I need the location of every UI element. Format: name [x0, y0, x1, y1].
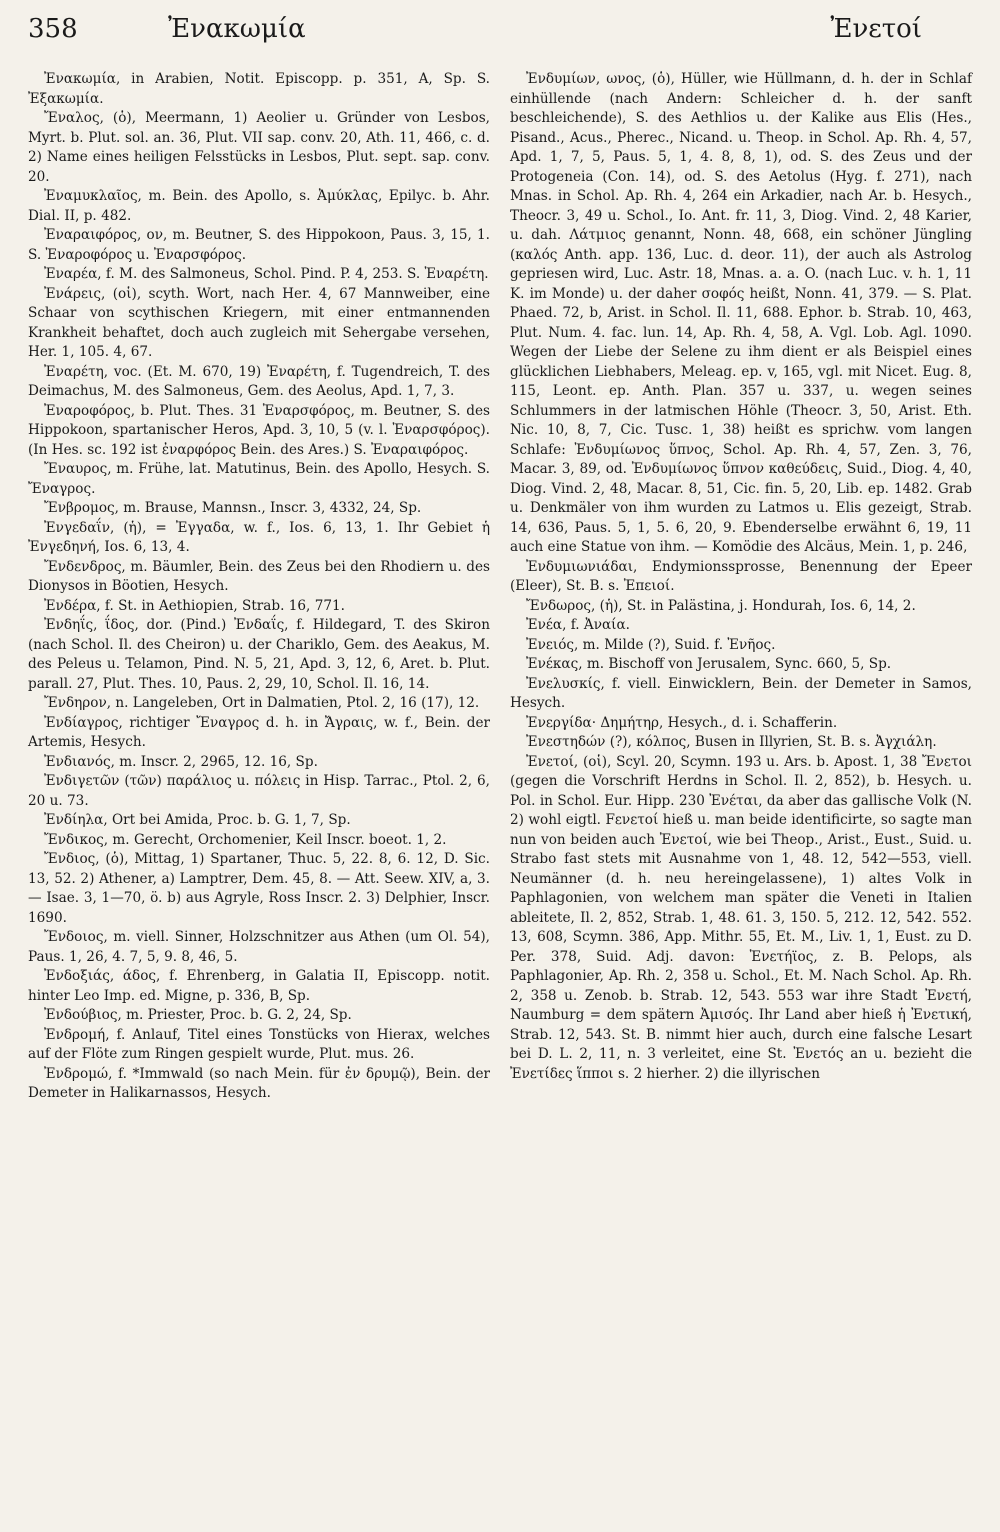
left-column — [28, 70, 490, 1104]
page-header — [28, 14, 972, 60]
dictionary-entry: Ἔνδωρος, (ἡ), St. in Palästina, j. Hondurah, Ios. 6, 14, 2. — [526, 597, 916, 614]
dictionary-entry: Ἔνδοιος, m. viell. Sinner, Holzschnitzer aus Athen (um Ol. 54), Paus. 1, 26, 4. 7, 5, 9. 8, 46, 5. — [28, 929, 490, 965]
dictionary-entry: Ἐνδυμιωνιάδαι, Endymionssprosse, Benennung der Epeer (Eleer), St. B. s. Ἐπειοί. — [510, 558, 972, 594]
dictionary-entry: Ἐναραιφόρος, ον, m. Beutner, S. des Hippokoon, Paus. 3, 15, 1. S. Ἐναροφόρος u. Ἐναρσφόρος. — [28, 227, 490, 263]
dictionary-entry: Ἐνδοξιάς, άδος, f. Ehrenberg, in Galatia II, Episcopp. notit. hinter Leo Imp. ed. Migne, p. 336, B, Sp. — [28, 968, 490, 1004]
dictionary-entry: Ἐνέκας, m. Bischoff von Jerusalem, Sync. 660, 5, Sp. — [526, 656, 892, 672]
dictionary-entry: Ἔνδιος, (ὁ), Mittag, 1) Spartaner, Thuc. 5, 22. 8, 6. 12, D. Sic. 13, 52. 2) Athener, a) Lamptrer, Dem. 45, 8. — Att. Seew. XIV, a, 3. — Isae. 3, 1—70, ö. b) aus Agryle, Ross Inscr. 2. 3) Delphier, Inscr. 1690. — [28, 851, 490, 926]
dictionary-entry: Ἔνδικος, m. Gerecht, Orchomenier, Keil Inscr. boeot. 1, 2. — [44, 831, 447, 848]
dictionary-entry: Ἐνάρεις, (οἱ), scyth. Wort, nach Her. 4, 67 Mannweiber, eine Schaar von scythischen Kriegern, mit einer entmannenden Krankheit behaftet, doch auch zugleich mit Sehergabe versehen, Her. 1, 105. 4, 67. — [28, 285, 490, 360]
dictionary-entry: Ἐνδέρα, f. St. in Aethiopien, Strab. 16, 771. — [44, 597, 345, 614]
dictionary-entry: Ἐνελυσκίς, f. viell. Einwicklern, Bein. der Demeter in Samos, Hesych. — [510, 675, 972, 711]
page-number: 358 — [28, 14, 78, 44]
dictionary-entry: Ἐνδρομή, f. Anlauf, Titel eines Tonstücks von Hierax, welches auf der Flöte zum Ringen gespielt wurde, Plut. mus. 26. — [28, 1026, 490, 1062]
dictionary-entry: Ἐνδίηλα, Ort bei Amida, Proc. b. G. 1, 7, Sp. — [44, 812, 351, 828]
dictionary-entry: Ἐναρέα, f. M. des Salmoneus, Schol. Pind. P. 4, 253. S. Ἐναρέτη. — [44, 266, 489, 282]
dictionary-entry: Ἔνδηρον, n. Langeleben, Ort in Dalmatien, Ptol. 2, 16 (17), 12. — [44, 695, 480, 711]
dictionary-entry: Ἔναυρος, m. Frühe, lat. Matutinus, Bein. des Apollo, Hesych. S. Ἔναγρος. — [28, 461, 490, 497]
dictionary-entry: Ἐνγεδαΐν, (ἡ), = Ἐγγαδα, w. f., Ios. 6, 13, 1. Ihr Gebiet ἡ Ἐνγεδηνή, Ios. 6, 13, 4. — [28, 519, 490, 555]
columns — [28, 70, 972, 1104]
dictionary-entry: Ἔνβρομος, m. Brause, Mannsn., Inscr. 3, 4332, 24, Sp. — [44, 500, 422, 516]
dictionary-entry: Ἐνειός, m. Milde (?), Suid. f. Ἐνῆος. — [526, 636, 776, 653]
dictionary-entry: Ἐνέα, f. Ἀναία. — [526, 617, 631, 633]
dictionary-entry: Ἐνδηΐς, ΐδος, dor. (Pind.) Ἐνδαΐς, f. Hildegard, T. des Skiron (nach Schol. Il. des Cheiron) u. der Chariklo, Gem. des Aeakus, M. des Peleus u. Telamon, Pind. N. 5, 21, Apd. 3, 12, 6, Aret. b. Plut. parall. 27, Plut. Thes. 10, Paus. 2, 29, 10, Schol. Il. 16, 14. — [28, 617, 490, 692]
dictionary-entry: Ἐνεργίδα· Δημήτηρ, Hesych., d. i. Schafferin. — [526, 714, 838, 731]
dictionary-entry: Ἐνδίαγρος, richtiger Ἔναγρος d. h. in Ἄγραις, w. f., Bein. der Artemis, Hesych. — [28, 714, 490, 750]
dictionary-entry: Ἐνετοί, (οἱ), Scyl. 20, Scymn. 193 u. Ars. b. Apost. 1, 38 Ἔνετοι (gegen die Vorschrift Herdns in Schol. Il. 2, 852), b. Hesych. u. Pol. in Schol. Eur. Hipp. 230 Ἐνέται, da aber das gallische Volk (N. 2) wohl eigtl. Fενετοί hieß u. man beide identificirte, so sagte man nun von beiden auch Ἐνετοί, wie bei Theop., Arist., Eust., Suid. u. Strabo fast stets mit Ausnahme von 1, 48. 12, 542—553, viell. Neumänner (d. h. neu hereingelassene), 1) altes Volk in Paphlagonien, von welchem man später die Veneti in Italien ableitete, Il. 2, 852, Strab. 1, 48. 61. 3, 150. 5, 212. 12, 542. 552. 13, 608, Scymn. 386, App. Mithr. 55, Et. M., Liv. 1, 1, Eust. zu D. Per. 378, Suid. Adj. davon: Ἐνετήϊος, z. B. Pelops, als Paphlagonier, Ap. Rh. 2, 358 u. Schol., Et. M. Nach Schol. Ap. Rh. 2, 358 u. Zenob. b. Strab. 12, 543. 553 war ihre Stadt Ἐνετή, Naumburg = dem spätern Ἀμισός. Ihr Land aber hieß ἡ Ἐνετική, Strab. 12, 543. St. B. nimmt hier auch, durch eine falsche Lesart bei D. L. 2, 11, n. 3 verleitet, eine St. Ἐνετός an u. bezieht die Ἐνετίδες ἵπποι s. 2 hierher. 2) die illyrischen — [510, 753, 972, 1082]
dictionary-entry: Ἔναλος, (ὁ), Meermann, 1) Aeolier u. Gründer von Lesbos, Myrt. b. Plut. sol. an. 36, Plut. VII sap. conv. 20, Ath. 11, 466, c. d. 2) Name eines heiligen Felsstücks in Lesbos, Plut. sept. sap. conv. 20. — [28, 110, 490, 185]
right-column — [510, 70, 972, 1104]
dictionary-entry: Ἐνδούβιος, m. Priester, Proc. b. G. 2, 24, Sp. — [44, 1007, 352, 1023]
dictionary-entry: Ἐνδιανός, m. Inscr. 2, 2965, 12. 16, Sp. — [44, 753, 318, 770]
dictionary-entry: Ἐνδυμίων, ωνος, (ὁ), Hüller, wie Hüllmann, d. h. der in Schlaf einhüllende (nach Andern: Schleicher d. h. der sanft beschleichende), S. des Aethlios u. der Kalike aus Elis (Hes., Pisand., Acus., Pherec., Nicand. u. Theop. in Schol. Ap. Rh. 4, 57, Apd. 1, 7, 5, Paus. 5, 1, 4. 8, 8, 1), od. S. des Zeus und der Protogeneia (Con. 14), od. S. des Aetolus (Hyg. f. 271), nach Mnas. in Schol. Ap. Rh. 4, 264 ein Arkadier, nach Ar. b. Hesych., Theocr. 3, 49 u. Schol., Io. Ant. fr. 11, 3, Diog. Vind. 2, 48 Karier, u. dah. Λάτμιος genannt, Nonn. 48, 668, ein schöner Jüngling (καλός Anth. app. 136, Luc. d. deor. 11), der auch als Astrolog gepriesen wird, Luc. Astr. 18, Mnas. a. a. O. (nach Luc. v. h. 1, 11 K. im Monde) u. der daher σοφός heißt, Nonn. 41, 379. — S. Plat. Phaed. 72, b, Arist. in Schol. Il. 11, 688. Ephor. b. Strab. 10, 463, Plut. Num. 4. fac. lun. 14, Ap. Rh. 4, 58, A. Vgl. Lob. Agl. 1090. Wegen der Liebe der Selene zu ihm dient er als Beispiel eines glücklichen Liebhabers, Meleag. ep. v, 165, vgl. mit Nicet. Eug. 8, 115, Leont. ep. Anth. Plan. 357 u. 337, u. wegen seines Schlummers in der latmischen Höhle (Theocr. 3, 50, Arist. Eth. Nic. 10, 8, 7, Cic. Tusc. 1, 38) heißt es sprichw. vom langen Schlafe: Ἐνδυμίωνος ὕπνος, Schol. Ap. Rh. 4, 57, Zen. 3, 76, Macar. 3, 89, od. Ἐνδυμίωνος ὕπνον καθεύδεις, Suid., Diog. 4, 40, Diog. Vind. 2, 48, Macar. 8, 51, Cic. fin. 5, 20, Lib. ep. 1482. Grab u. Denkmäler von ihm wurden zu Latmos u. Elis gezeigt, Strab. 14, 636, Paus. 5, 1, 5. 6, 20, 9. Ebenderselbe erwähnt 6, 19, 11 auch eine Statue von ihm. — Komödie des Alcäus, Mein. 1, p. 246, — [510, 71, 973, 555]
dictionary-entry: Ἐναροφόρος, b. Plut. Thes. 31 Ἐναρσφόρος, m. Beutner, S. des Hippokoon, spartanischer Heros, Apd. 3, 10, 5 (v. l. Ἐναρσφόρος). (In Hes. sc. 192 ist ἐναρφόρος Bein. des Ares.) S. Ἐναραιφόρος. — [28, 402, 490, 458]
dictionary-entry: Ἐνακωμία, in Arabien, Notit. Episcopp. p. 351, A, Sp. S. Ἐξακωμία. — [28, 71, 490, 107]
dictionary-entry: Ἐναμυκλαῖος, m. Bein. des Apollo, s. Ἀμύκλας, Epilyc. b. Ahr. Dial. II, p. 482. — [28, 188, 490, 224]
dictionary-entry: Ἐναρέτη, voc. (Et. M. 670, 19) Ἐναρέτη, f. Tugendreich, T. des Deimachus, M. des Salmoneus, Gem. des Aeolus, Apd. 1, 7, 3. — [28, 363, 490, 399]
header-left-word: Ἐνακωμία — [168, 14, 306, 44]
dictionary-entry: Ἔνδενδρος, m. Bäumler, Bein. des Zeus bei den Rhodiern u. des Dionysos in Böotien, Hesych. — [28, 558, 490, 594]
dictionary-entry: Ἐνδρομώ, f. *Immwald (so nach Mein. für ἐν δρυμῷ), Bein. der Demeter in Halikarnassos, Hesych. — [28, 1065, 490, 1101]
dictionary-entry: Ἐνδιγετῶν (τῶν) παράλιος u. πόλεις in Hisp. Tarrac., Ptol. 2, 6, 20 u. 73. — [28, 773, 490, 809]
dictionary-entry: Ἐνεστηδών (?), κόλπος, Busen in Illyrien, St. B. s. Ἀγχιάλη. — [526, 734, 937, 750]
header-right-word: Ἐνετοί — [830, 14, 922, 44]
